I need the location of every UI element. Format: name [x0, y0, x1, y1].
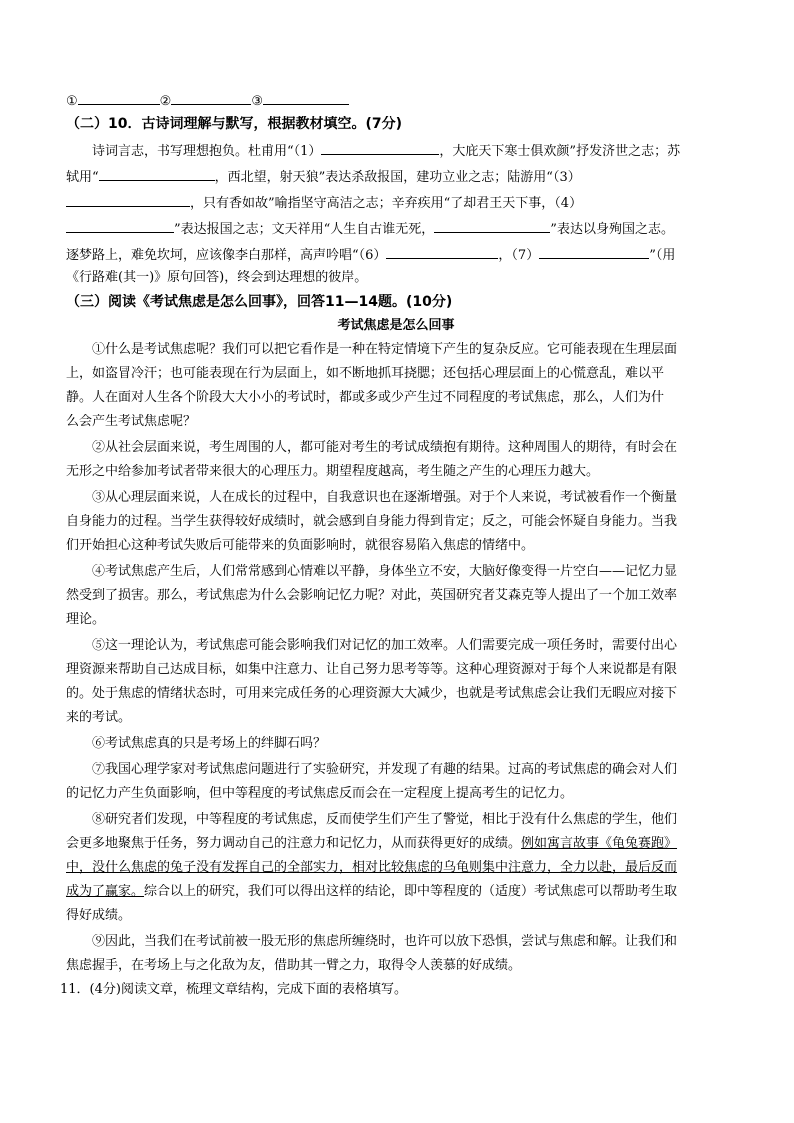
p2-line: ②从社会层面来说，考生周围的人，都可能对考生的考试成绩抱有期待。这种周围人的期待，有时会在 [92, 440, 678, 455]
p8-line: ⑧研究者们发现，中等程度的考试焦虑，反而使学生们产生了警觉，相比于没有什么焦虑的学生，他们 [92, 812, 678, 827]
p5-line: 理资源来帮助自己达成目标，如集中注意力、让自己努力思考等等。这种心理资源对于每个人来说都是有限 [66, 662, 678, 677]
p1-line: ①什么是考试焦虑呢？我们可以把它看作是一种在特定情境下产生的复杂反应。它可能表现在生理层面 [92, 342, 678, 357]
p8-underlined: 例如寓言故事《龟兔赛跑》 [521, 836, 678, 851]
poem-text: ，大庇天下寒士俱欢颜”抒发济世之志；苏 [439, 144, 681, 159]
poem-blank-6[interactable] [386, 246, 498, 259]
question-11: 11．(4分)阅读文章，梳理文章结构，完成下面的表格填写。 [60, 982, 407, 997]
answer-blank-line [66, 92, 726, 110]
section3-heading: （三）阅读《考试焦虑是怎么回事》，回答11—14题。(10分) [66, 294, 453, 310]
poem-text: ”表达报国之志；文天祥用“人生自古谁无死， [174, 222, 435, 237]
poem-blank-2[interactable] [99, 168, 215, 181]
p1-line: 么会产生考试焦虑呢？ [66, 414, 197, 429]
p3-line: ③从心理层面来说，人在成长的过程中，自我意识也在逐渐增强。对于个人来说，考试被看作一个衡量 [92, 490, 678, 505]
poem-blank-4[interactable] [66, 220, 174, 233]
section2-heading: （二）10．古诗词理解与默写，根据教材填空。(7分) [66, 116, 403, 132]
p8-underlined: 成为了赢家。 [66, 884, 145, 899]
p9-line: ⑨因此，当我们在考试前被一股无形的焦虑所缠绕时，也许可以放下恐惧，尝试与焦虑和解。让我们和 [92, 934, 678, 949]
poem-text: ，（7） [498, 248, 540, 263]
p8-line [66, 836, 726, 852]
poem-blank-3[interactable] [66, 194, 190, 207]
blank-3[interactable] [263, 92, 349, 105]
poem-text: ”（用 [649, 248, 676, 263]
poem-blank-7[interactable] [539, 246, 649, 259]
poem-line-2 [66, 168, 726, 186]
p5-line: 来的考试。 [66, 710, 132, 725]
p6-line: ⑥考试焦虑真的只是考场上的绊脚石吗？ [92, 736, 327, 751]
article-title: 考试焦虑是怎么回事 [337, 318, 455, 333]
poem-text: ，西北望，射天狼”表达杀敌报国，建功立业之志；陆游用“（3） [214, 170, 581, 185]
poem-text: ”表达以身殉国之志。 [550, 222, 674, 237]
p1-line: 上，如盗冒冷汗；也可能表现在行为层面上，如不断地抓耳挠腮；还包括心理层面上的心慌意乱，难以平 [66, 366, 665, 381]
poem-text: 逐梦路上，难免坎坷，应该像李白那样，高声吟唱“（6） [66, 248, 387, 263]
p1-line: 静。人在面对人生各个阶段大大小小的考试时，都或多或少产生过不同程度的考试焦虑，那么，人们为什 [66, 390, 665, 405]
circle-3: ③ [251, 94, 263, 109]
p7-line: 的记忆力产生负面影响，但中等程度的考试焦虑反而会在一定程度上提高考生的记忆力。 [66, 786, 574, 801]
p4-line: 理论。 [66, 612, 106, 627]
p4-line: ④考试焦虑产生后，人们常常感到心情难以平静，身体坐立不安，大脑好像变得一片空白——记忆力显 [92, 564, 678, 579]
p3-line: 们开始担心这种考试失败后可能带来的负面影响时，就很容易陷入焦虑的情绪中。 [66, 538, 535, 553]
poem-text: ，只有香如故”喻指坚守高洁之志；辛弃疾用“了却君王天下事，（4） [190, 196, 583, 211]
p8-underlined-line: 中，没什么焦虑的兔子没有发挥自己的全部实力，相对比较焦虑的乌龟则集中注意力，全力以赴，最后反而 [66, 860, 678, 875]
p4-line: 然受到了损害。那么，考试焦虑为什么会影响记忆力呢？对此，英国研究者艾森克等人提出了一个加工效率 [66, 588, 678, 603]
p8-text: 综合以上的研究，我们可以得出这样的结论，即中等程度的（适度）考试焦虑可以帮助考生取 [144, 884, 678, 899]
p8-line: 得好成绩。 [66, 908, 132, 923]
poem-line-1 [92, 142, 732, 160]
poem-blank-1[interactable] [321, 142, 439, 155]
p8-line [66, 884, 726, 900]
p5-line: 的。处于焦虑的情绪状态时，可用来完成任务的心理资源大大减少，也就是考试焦虑会让我们无暇应对接下 [66, 686, 678, 701]
p2-line: 无形之中给参加考试者带来很大的心理压力。期望程度越高，考生随之产生的心理压力越大。 [66, 464, 600, 479]
poem-text: 诗词言志，书写理想抱负。杜甫用“（1） [92, 144, 322, 159]
p8-text: 会更多地聚焦于任务，努力调动自己的注意力和记忆力，从而获得更好的成绩。 [66, 836, 522, 851]
poem-blank-5[interactable] [434, 220, 550, 233]
poem-line-6: 《行路难(其一)》原句回答)，终会到达理想的彼岸。 [66, 270, 368, 285]
p3-line: 自身能力的过程。当学生获得较好成绩时，就会感到自身能力得到肯定；反之，可能会怀疑自身能力。当我 [66, 514, 678, 529]
poem-line-3 [66, 194, 726, 212]
circle-2: ② [159, 94, 172, 109]
poem-text: 轼用“ [66, 170, 99, 185]
poem-line-5 [66, 246, 726, 264]
p9-line: 焦虑握手，在考场上与之化敌为友，借助其一臂之力，取得令人羡慕的好成绩。 [66, 958, 522, 973]
poem-line-4 [66, 220, 726, 238]
blank-2[interactable] [171, 92, 251, 105]
p7-line: ⑦我国心理学家对考试焦虑问题进行了实验研究，并发现了有趣的结果。过高的考试焦虑的确会对人们 [92, 762, 678, 777]
p5-line: ⑤这一理论认为，考试焦虑可能会影响我们对记忆的加工效率。人们需要完成一项任务时，需要付出心 [92, 638, 678, 653]
blank-1[interactable] [78, 92, 160, 105]
circle-1: ① [66, 94, 78, 109]
